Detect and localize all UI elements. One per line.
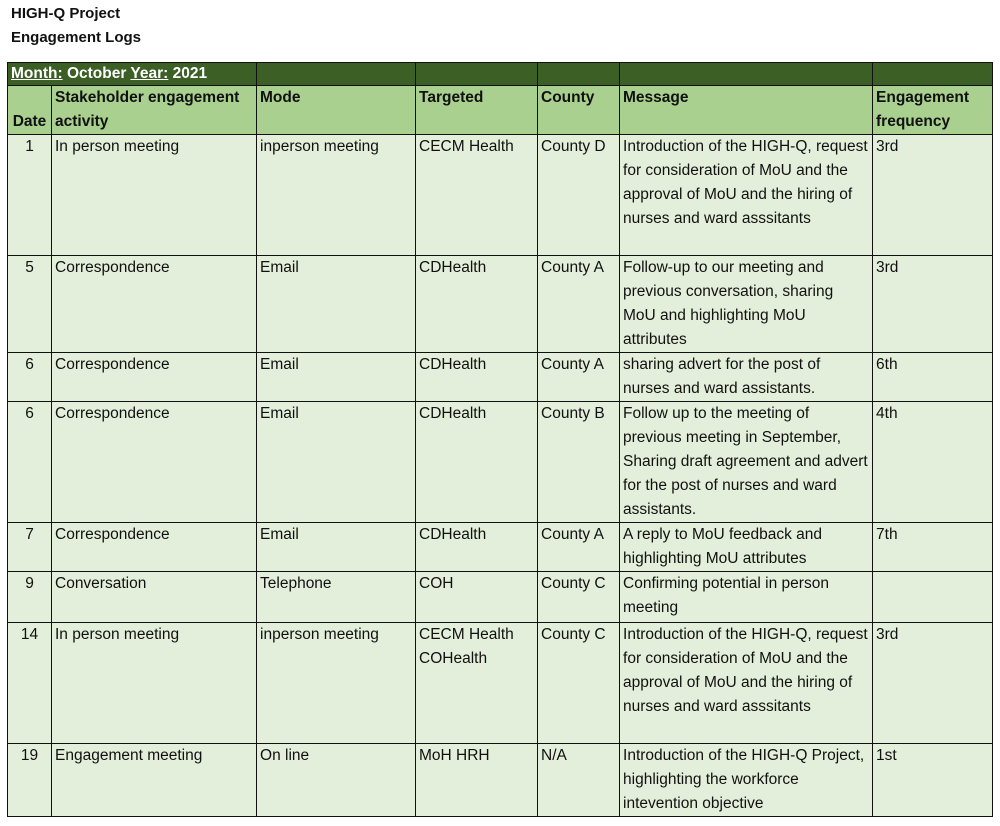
- header-frequency: Engagement frequency: [873, 86, 993, 135]
- row-date: 5: [8, 256, 52, 353]
- table-row: [8, 523, 993, 572]
- row-message: Follow up to the meeting of previous meeting in September, Sharing draft agreement and advert for the post of nurses and ward assistants.: [620, 402, 873, 523]
- row-mode: Email: [257, 353, 416, 402]
- period-cell: [8, 63, 257, 86]
- month-value: October: [66, 65, 127, 82]
- table-row: [8, 353, 993, 402]
- row-date: 19: [8, 744, 52, 817]
- row-message: Confirming potential in person meeting: [620, 572, 873, 623]
- table-row: [8, 572, 993, 623]
- row-activity: Correspondence: [52, 402, 257, 523]
- row-date: 7: [8, 523, 52, 572]
- row-county: County A: [538, 256, 620, 353]
- row-mode: On line: [257, 744, 416, 817]
- row-message: Introduction of the HIGH-Q Project, highlighting the workforce intevention objective: [620, 744, 873, 817]
- row-date: 1: [8, 135, 52, 256]
- row-activity: Correspondence: [52, 523, 257, 572]
- row-targeted: CECM Health COHealth: [416, 623, 538, 744]
- row-mode: Email: [257, 523, 416, 572]
- row-targeted: CDHealth: [416, 256, 538, 353]
- row-mode: Email: [257, 256, 416, 353]
- table-row: [8, 623, 993, 744]
- header-date: Date: [8, 86, 52, 135]
- row-message: Follow-up to our meeting and previous conversation, sharing MoU and highlighting MoU attributes: [620, 256, 873, 353]
- row-activity: Conversation: [52, 572, 257, 623]
- table-row: [8, 256, 993, 353]
- row-mode: Telephone: [257, 572, 416, 623]
- header-activity: Stakeholder engagement activity: [52, 86, 257, 135]
- row-frequency: 7th: [873, 523, 993, 572]
- row-county: County A: [538, 353, 620, 402]
- row-mode: inperson meeting: [257, 623, 416, 744]
- row-targeted: COH: [416, 572, 538, 623]
- row-activity: Correspondence: [52, 353, 257, 402]
- document-subtitle: Engagement Logs: [11, 29, 142, 46]
- document-title: HIGH-Q Project: [11, 5, 121, 22]
- row-date: 14: [8, 623, 52, 744]
- header-mode: Mode: [257, 86, 416, 135]
- row-activity: Correspondence: [52, 256, 257, 353]
- table-row: [8, 402, 993, 523]
- row-message: sharing advert for the post of nurses and ward assistants.: [620, 353, 873, 402]
- row-county: County B: [538, 402, 620, 523]
- row-date: 9: [8, 572, 52, 623]
- row-activity: Engagement meeting: [52, 744, 257, 817]
- table-row: [8, 744, 993, 817]
- row-county: County C: [538, 572, 620, 623]
- row-date: 6: [8, 402, 52, 523]
- row-frequency: 1st: [873, 744, 993, 817]
- row-targeted: CECM Health: [416, 135, 538, 256]
- row-activity: In person meeting: [52, 135, 257, 256]
- row-county: County D: [538, 135, 620, 256]
- row-county: County A: [538, 523, 620, 572]
- row-frequency: 3rd: [873, 623, 993, 744]
- row-frequency: 3rd: [873, 256, 993, 353]
- row-frequency: 3rd: [873, 135, 993, 256]
- row-frequency: 6th: [873, 353, 993, 402]
- header-targeted: Targeted: [416, 86, 538, 135]
- row-mode: inperson meeting: [257, 135, 416, 256]
- header-row: [8, 86, 993, 135]
- row-message: Introduction of the HIGH-Q, request for consideration of MoU and the approval of MoU and the hiring of nurses and ward asssitants: [620, 135, 873, 256]
- row-date: 6: [8, 353, 52, 402]
- row-activity: In person meeting: [52, 623, 257, 744]
- row-mode: Email: [257, 402, 416, 523]
- row-targeted: CDHealth: [416, 353, 538, 402]
- year-label: Year:: [130, 65, 169, 82]
- row-frequency: 4th: [873, 402, 993, 523]
- engagement-log-table: [7, 62, 993, 817]
- row-targeted: CDHealth: [416, 402, 538, 523]
- row-targeted: CDHealth: [416, 523, 538, 572]
- row-county: County C: [538, 623, 620, 744]
- table-row: [8, 135, 993, 256]
- header-message: Message: [620, 86, 873, 135]
- row-county: N/A: [538, 744, 620, 817]
- header-county: County: [538, 86, 620, 135]
- row-targeted: MoH HRH: [416, 744, 538, 817]
- row-frequency: [873, 572, 993, 623]
- row-message: Introduction of the HIGH-Q, request for consideration of MoU and the approval of MoU and the hiring of nurses and ward asssitants: [620, 623, 873, 744]
- year-value: 2021: [172, 65, 208, 82]
- month-label: Month:: [11, 65, 63, 82]
- row-message: A reply to MoU feedback and highlighting MoU attributes: [620, 523, 873, 572]
- period-band: [8, 63, 993, 86]
